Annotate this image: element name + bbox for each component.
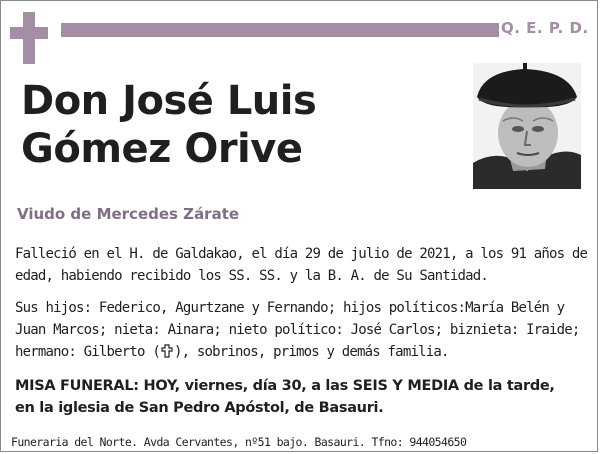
text-line: [15, 341, 585, 363]
funeral-mass-paragraph: [15, 375, 585, 419]
text-segment: ), sobrinos, primos y demás familia.: [173, 344, 449, 360]
header-bar: [61, 23, 499, 37]
deceased-name: [21, 77, 461, 173]
widower-subtitle: Viudo de Mercedes Zárate: [17, 205, 240, 223]
text-segment: hermano: Gilberto (: [15, 344, 160, 360]
cross-icon: [10, 12, 48, 64]
text-line: edad, habiendo recibido los SS. SS. y la B. A. de Su Santidad.: [15, 268, 488, 284]
text-line: en la iglesia de San Pedro Apóstol, de Basauri.: [15, 400, 384, 416]
death-details-paragraph: [15, 243, 588, 287]
text-line: Sus hijos: Federico, Agurtzane y Fernando; hijos políticos:María Belén y: [15, 300, 565, 316]
text-line: Juan Marcos; nieta: Ainara; nieto político: José Carlos; biznieta: Iraide;: [15, 322, 580, 338]
text-line: MISA FUNERAL: HOY, viernes, día 30, a las SEIS Y MEDIA de la tarde,: [15, 378, 555, 394]
small-cross-icon: [160, 343, 174, 357]
qepd-label: Q. E. P. D.: [501, 19, 589, 37]
portrait-photo: [473, 63, 581, 189]
family-paragraph: [15, 297, 585, 363]
name-line-1: Don José Luis: [21, 78, 317, 124]
funeral-home-footer: Funeraria del Norte. Avda Cervantes, nº51 bajo. Basauri. Tfno: 944054650: [11, 435, 467, 449]
text-line: Falleció en el H. de Galdakao, el día 29 de julio de 2021, a los 91 años de: [15, 246, 588, 262]
name-line-2: Gómez Orive: [21, 126, 303, 172]
